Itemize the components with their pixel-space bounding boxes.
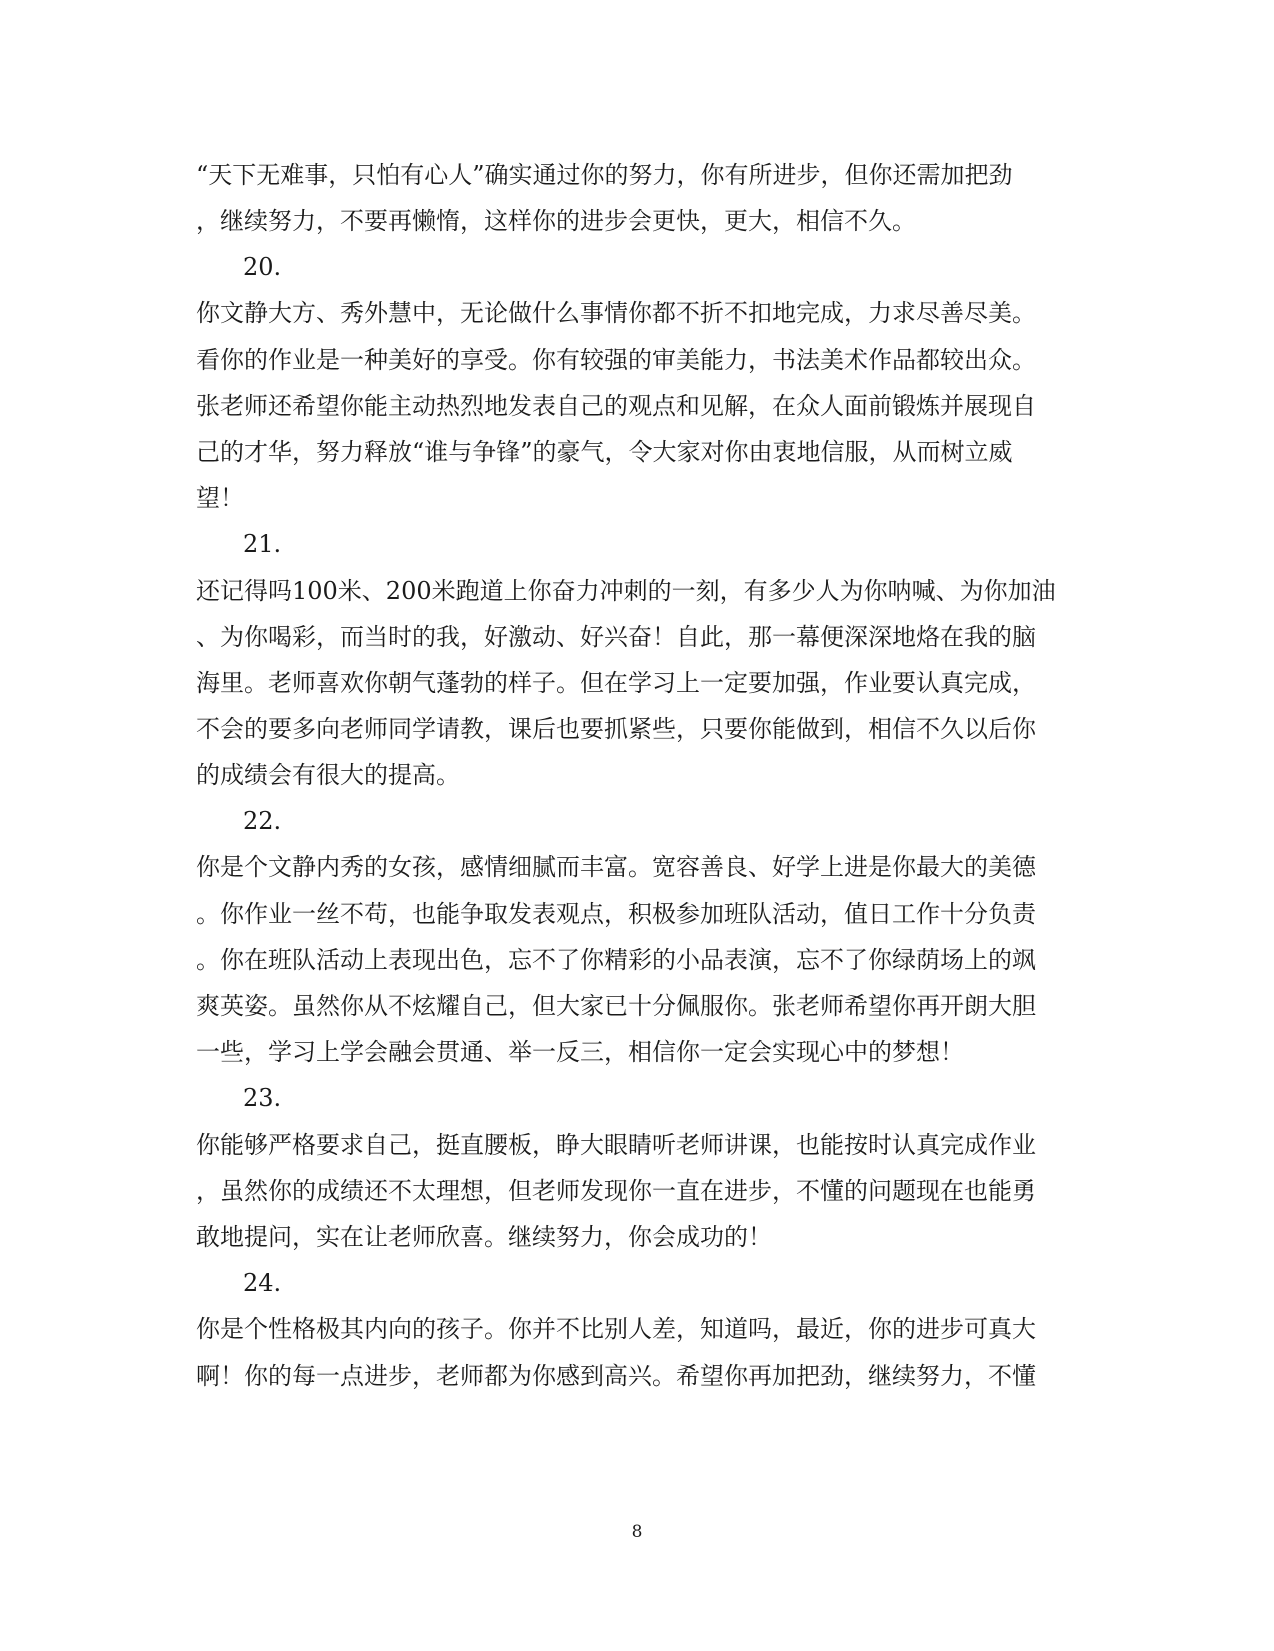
text-line: 啊！你的每一点进步，老师都为你感到高兴。希望你再加把劲，继续努力，不懂	[196, 1362, 1036, 1390]
text-line: “天下无难事，只怕有心人”确实通过你的努力，你有所进步，但你还需加把劲	[196, 161, 1013, 189]
text-line: 的成绩会有很大的提高。	[196, 761, 460, 789]
text-line: 你能够严格要求自己，挺直腰板，睁大眼睛听老师讲课，也能按时认真完成作业	[196, 1131, 1036, 1159]
text-line: 爽英姿。虽然你从不炫耀自己，但大家已十分佩服你。张老师希望你再开朗大胆	[196, 992, 1036, 1020]
text-line: 张老师还希望你能主动热烈地发表自己的观点和见解，在众人面前锻炼并展现自	[196, 392, 1036, 420]
text-line: ，虽然你的成绩还不太理想，但老师发现你一直在进步，不懂的问题现在也能勇	[196, 1177, 1036, 1205]
item-number: 23.	[243, 1084, 282, 1112]
text-line: 己的才华，努力释放“谁与争锋”的豪气，令大家对你由衷地信服，从而树立威	[196, 438, 1013, 466]
text-line: 不会的要多向老师同学请教，课后也要抓紧些，只要你能做到，相信不久以后你	[196, 715, 1036, 743]
text-line: 望！	[196, 484, 244, 512]
text-line: 、为你喝彩，而当时的我，好激动、好兴奋！自此，那一幕便深深地烙在我的脑	[196, 623, 1036, 651]
text-line: 一些，学习上学会融会贯通、举一反三，相信你一定会实现心中的梦想！	[196, 1038, 964, 1066]
page-number: 8	[631, 1522, 643, 1542]
text-line: 看你的作业是一种美好的享受。你有较强的审美能力，书法美术作品都较出众。	[196, 346, 1036, 374]
text-line: 还记得吗100米、200米跑道上你奋力冲刺的一刻，有多少人为你呐喊、为你加油	[196, 577, 1056, 605]
item-number: 22.	[243, 807, 282, 835]
text-line: 你是个性格极其内向的孩子。你并不比别人差，知道吗，最近，你的进步可真大	[196, 1315, 1036, 1343]
text-line: 海里。老师喜欢你朝气蓬勃的样子。但在学习上一定要加强，作业要认真完成，	[196, 669, 1036, 697]
text-line: 你是个文静内秀的女孩，感情细腻而丰富。宽容善良、好学上进是你最大的美德	[196, 853, 1036, 881]
text-line: 你文静大方、秀外慧中，无论做什么事情你都不折不扣地完成，力求尽善尽美。	[196, 299, 1036, 327]
text-line: 。你作业一丝不苟，也能争取发表观点，积极参加班队活动，值日工作十分负责	[196, 900, 1036, 928]
item-number: 24.	[243, 1269, 282, 1297]
text-line: 。你在班队活动上表现出色，忘不了你精彩的小品表演，忘不了你绿荫场上的飒	[196, 946, 1036, 974]
text-line: ，继续努力，不要再懒惰，这样你的进步会更快，更大，相信不久。	[196, 207, 916, 235]
item-number: 21.	[243, 530, 282, 558]
item-number: 20.	[243, 253, 282, 281]
text-line: 敢地提问，实在让老师欣喜。继续努力，你会成功的！	[196, 1223, 772, 1251]
